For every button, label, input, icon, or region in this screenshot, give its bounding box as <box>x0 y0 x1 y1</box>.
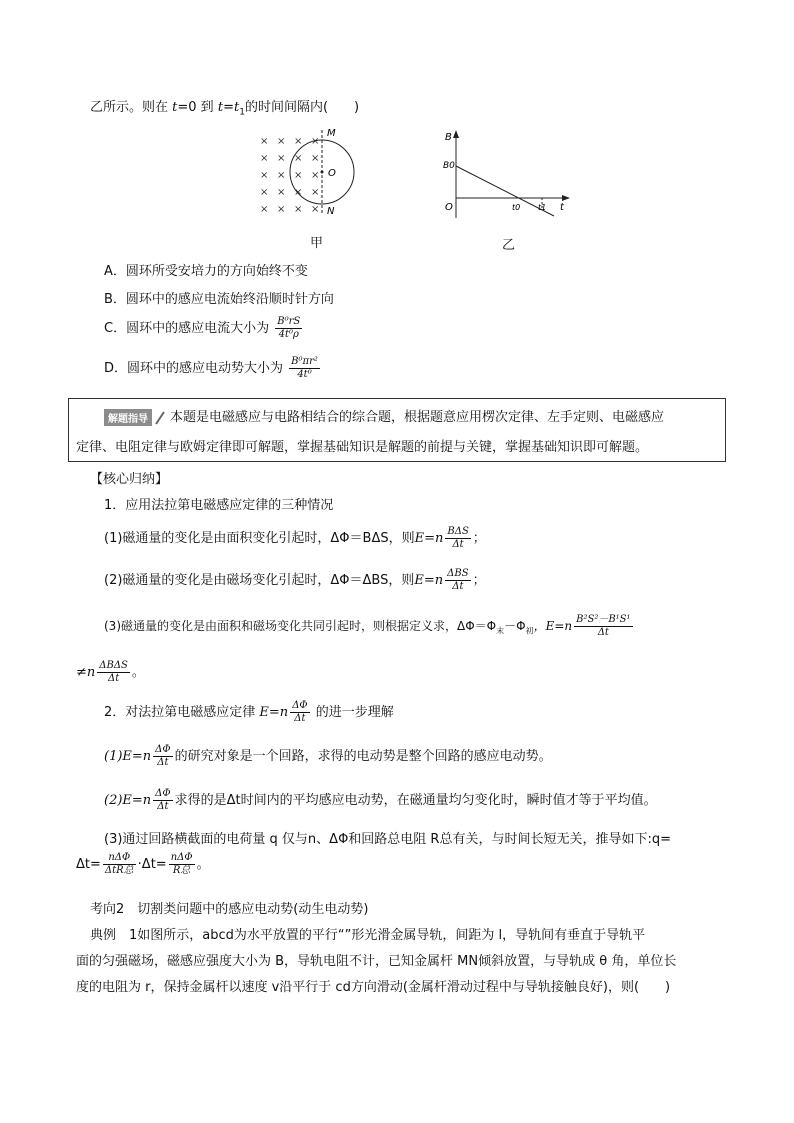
core-h1: 1．应用法拉第电磁感应定律的三种情况 <box>104 498 334 513</box>
label-B0: B0 <box>443 161 455 171</box>
svg-text:×: × <box>294 187 303 198</box>
case-3-cont: ≠n $\frac{\text{ΔBΔS}}{\Delta t}$ 。 <box>76 660 145 684</box>
svg-text:×: × <box>260 153 269 164</box>
example-line-1: 典例 1如图所示，abcd为水平放置的平行“”形光滑金属导轨，间距为 l，导轨间有垂直于导轨平 <box>90 928 646 943</box>
tip-line-2: 定律、电阻定律与欧姆定律即可解题，掌握基础知识是解题的前提与关键，掌握基础知识即可解题。 <box>76 440 649 455</box>
example-line-2: 面的匀强磁场，磁感应强度大小为 B，导轨电阻不计，已知金属杆 MN倾斜放置，与导轨成 θ 角，单位长 <box>76 954 677 969</box>
svg-text:×: × <box>294 136 303 147</box>
pencil-icon <box>154 411 166 425</box>
understand-2: (2)E=n $\frac{\Delta\Phi}{\Delta t}$ 求得的是Δt时间内的平均感应电动势，在磁通量均匀变化时，瞬时值才等于平均值。 <box>104 788 657 812</box>
tip-tag: 解题指导 <box>104 409 152 426</box>
svg-text:×: × <box>311 170 320 181</box>
option-c: C．圆环中的感应电流大小为 $\frac{\text{B⁰rS}}{\text{4t⁰ρ}}$ <box>104 316 301 340</box>
svg-text:×: × <box>294 204 303 215</box>
svg-text:×: × <box>311 204 320 215</box>
svg-text:×: × <box>294 170 303 181</box>
option-d: D．圆环中的感应电动势大小为 $\frac{\text{B⁰πr²}}{\text{4t⁰}}$ <box>104 356 318 380</box>
example-line-3: 度的电阻为 r，保持金属杆以速度 v沿平行于 cd方向滑动(金属杆滑动过程中与导轨接触良好)，则( ) <box>76 980 671 995</box>
case-2: (2)磁通量的变化是由磁场变化引起时，ΔΦ＝ΔBS，则E=n $\frac{\text{ΔBS}}{\Delta t}$ ； <box>104 568 486 592</box>
svg-text:×: × <box>260 136 269 147</box>
label-B: B <box>445 132 452 143</box>
label-N: N <box>327 206 335 217</box>
case-1: (1)磁通量的变化是由面积变化引起时，ΔΦ＝BΔS，则E=n $\frac{\text{BΔS}}{\Delta t}$ ； <box>104 526 486 550</box>
figure-yi <box>442 128 572 222</box>
understand-1: (1)E=n $\frac{\Delta\Phi}{\Delta t}$ 的研究对象是一个回路，求得的电动势是整个回路的感应电动势。 <box>104 744 552 768</box>
svg-text:×: × <box>311 187 320 198</box>
svg-text:×: × <box>260 187 269 198</box>
label-t1: t1 <box>538 203 547 212</box>
svg-text:×: × <box>260 204 269 215</box>
svg-text:×: × <box>277 170 286 181</box>
label-t0: t0 <box>512 203 521 212</box>
core-h2: 2．对法拉第电磁感应定律 E=n $\frac{\Delta\Phi}{\Delta t}$ 的进一步理解 <box>104 700 394 724</box>
svg-text:×: × <box>311 136 320 147</box>
label-O: O <box>328 168 336 179</box>
figure-jia <box>250 122 360 222</box>
understand-3: (3)通过回路横截面的电荷量 q 仅与n、ΔΦ和回路总电阻 R总有关，与时间长短无关，推导如下:q= <box>104 832 671 847</box>
direction-title: 考向2 切割类问题中的感应电动势(动生电动势) <box>90 902 369 917</box>
tip-line-1: 解题指导 本题是电磁感应与电路相结合的综合题，根据题意应用楞次定律、左手定则、电磁感应 <box>104 406 664 426</box>
caption-jia: 甲 <box>310 236 324 251</box>
svg-text:×: × <box>311 153 320 164</box>
label-M: M <box>327 128 336 139</box>
svg-text:×: × <box>277 136 286 147</box>
option-b: B．圆环中的感应电流始终沿顺时针方向 <box>104 292 334 307</box>
label-O: O <box>445 202 453 213</box>
svg-text:×: × <box>260 170 269 181</box>
svg-text:×: × <box>294 153 303 164</box>
svg-text:×: × <box>277 187 286 198</box>
case-3: (3)磁通量的变化是由面积和磁场变化共同引起时，则根据定义求，$\Delta\Phi=\Phi_末-\Phi_初$，E=n $\frac{\text{B²S²－B¹S¹}}{\Delta t}$ <box>104 614 631 638</box>
question-intro: 乙所示。则在 t=0 到 $t=t_1$的时间间隔内( ) <box>90 100 360 118</box>
option-a: A．圆环所受安培力的方向始终不变 <box>104 264 308 279</box>
understand-3-cont: Δt= $\frac{\text{nΔΦ}}{\text{ΔtR总}}$ ·Δt= $\frac{\text{nΔΦ}}{\text{R总}}$ 。 <box>76 852 210 876</box>
svg-text:×: × <box>277 204 286 215</box>
label-t: t <box>560 202 564 213</box>
core-heading: 【核心归纳】 <box>90 472 169 487</box>
svg-text:×: × <box>277 153 286 164</box>
caption-yi: 乙 <box>502 238 516 253</box>
